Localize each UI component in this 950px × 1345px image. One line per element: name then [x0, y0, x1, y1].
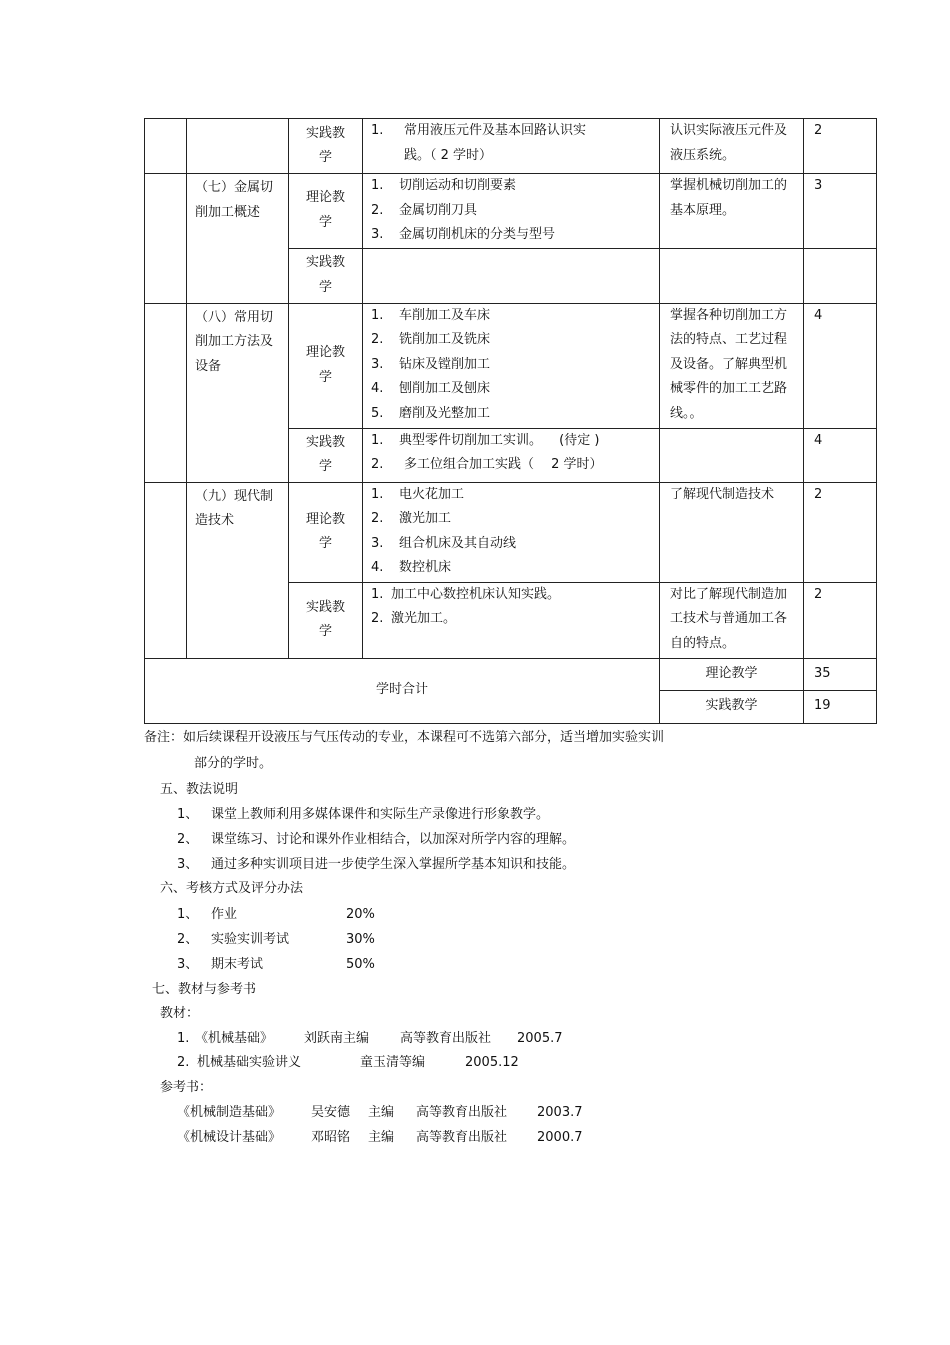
remark-continued: 部分的学时。	[194, 756, 273, 771]
hours-cell: 2	[804, 482, 877, 582]
score-percent: 30%	[346, 932, 375, 947]
remark: 备注：如后续课程开设液压与气压传动的专业，本课程可不选第六部分，适当增加实验实训	[144, 730, 665, 745]
book-year: 2005.7	[517, 1031, 563, 1046]
content-cell	[363, 482, 660, 582]
book-author: 童玉清等编	[360, 1055, 426, 1070]
section-heading: 六、考核方式及评分办法	[160, 881, 304, 896]
list-item-number: 1、	[177, 907, 199, 922]
index-cell	[145, 119, 187, 174]
section-title: （九）现代制造技术	[187, 482, 289, 658]
section-title: （七）金属切削加工概述	[187, 174, 289, 304]
hours-cell: 3	[804, 174, 877, 249]
list-item: 1. 电火花加工	[371, 486, 465, 502]
list-item-number: 1.	[177, 1031, 190, 1046]
hours-cell: 4	[804, 428, 877, 482]
section-heading: 七、教材与参考书	[152, 982, 257, 997]
book-title: 机械基础实验讲义	[197, 1055, 302, 1070]
objective-cell: 了解现代制造技术	[660, 482, 804, 582]
index-cell	[145, 174, 187, 304]
book-author: 吴安德	[311, 1105, 351, 1120]
list-item-number: 2、	[177, 932, 199, 947]
type-cell: 理论教学	[289, 303, 363, 428]
book-role: 主编	[368, 1130, 395, 1145]
list-item: 3. 钻床及镗削加工	[371, 356, 491, 372]
list-item: 2. 铣削加工及铣床	[371, 332, 491, 347]
total-practice-label: 实践教学	[660, 690, 804, 723]
list-item: 3. 组合机床及其自动线	[371, 535, 517, 551]
list-item: 作业	[211, 907, 238, 922]
objective-cell: 对比了解现代制造加工技术与普通加工各自的特点。	[660, 582, 804, 658]
type-cell: 理论教学	[289, 174, 363, 249]
list-item: 课堂上教师利用多媒体课件和实际生产录像进行形象教学。	[211, 807, 550, 822]
index-cell	[145, 482, 187, 658]
content-cell	[363, 174, 660, 249]
book-author: 邓昭铭	[311, 1130, 351, 1145]
table-row	[145, 119, 877, 174]
content-cell	[363, 582, 660, 658]
list-item: 1. 典型零件切削加工实训。 (待定 )	[371, 432, 600, 448]
index-cell	[145, 303, 187, 482]
book-role: 主编	[368, 1105, 395, 1120]
book-publisher: 高等教育出版社	[416, 1130, 508, 1145]
book-title: 《机械设计基础》	[177, 1130, 282, 1145]
list-item-number: 3、	[177, 857, 199, 872]
total-row	[145, 658, 877, 690]
book-year: 2000.7	[537, 1130, 583, 1145]
list-item: 2. 激光加工。	[371, 611, 457, 626]
list-item: 4. 刨削加工及刨床	[371, 381, 491, 396]
list-item: 1. 切削运动和切削要素	[371, 178, 517, 193]
total-theory-hours: 35	[804, 658, 877, 690]
list-item-number: 1、	[177, 807, 199, 822]
content-cell	[363, 248, 660, 303]
textbook-label: 教材：	[160, 1006, 200, 1021]
book-title: 《机械基础》	[195, 1031, 274, 1046]
score-percent: 50%	[346, 957, 375, 972]
list-item: 课堂练习、讨论和课外作业相结合，以加深对所学内容的理解。	[211, 832, 576, 847]
total-theory-label: 理论教学	[660, 658, 804, 690]
hours-cell: 2	[804, 119, 877, 174]
table-row	[145, 303, 877, 428]
list-item: 通过多种实训项目进一步使学生深入掌握所学基本知识和技能。	[211, 857, 576, 872]
list-item: 4. 数控机床	[371, 560, 452, 575]
section-title: （八）常用切削加工方法及设备	[187, 303, 289, 482]
hours-cell: 2	[804, 582, 877, 658]
list-item: 2. 金属切削刀具	[371, 202, 478, 218]
book-publisher: 高等教育出版社	[400, 1031, 492, 1046]
list-item-number: 3、	[177, 957, 199, 972]
list-item: 1. 加工中心数控机床认知实践。	[371, 586, 561, 602]
objective-cell	[660, 248, 804, 303]
book-year: 2003.7	[537, 1105, 583, 1120]
content-cell	[363, 303, 660, 428]
content-cell	[363, 428, 660, 482]
reference-label: 参考书：	[160, 1080, 213, 1095]
list-item-number: 2、	[177, 832, 199, 847]
hours-cell: 4	[804, 303, 877, 428]
list-item: 实验实训考试	[211, 932, 290, 947]
objective-cell: 掌握机械切削加工的基本原理。	[660, 174, 804, 249]
book-publisher: 高等教育出版社	[416, 1105, 508, 1120]
syllabus-table	[144, 118, 877, 724]
list-item: 2. 激光加工	[371, 511, 452, 526]
list-item: 2. 多工位组合加工实践（ 2 学时）	[371, 457, 603, 472]
objective-cell: 认识实际液压元件及液压系统。	[660, 119, 804, 174]
type-cell: 理论教学	[289, 482, 363, 582]
book-year: 2005.12	[465, 1055, 519, 1070]
type-cell: 实践教学	[289, 248, 363, 303]
score-percent: 20%	[346, 907, 375, 922]
book-author: 刘跃南主编	[304, 1031, 370, 1046]
type-cell: 实践教学	[289, 119, 363, 174]
content-cell: 1. 常用液压元件及基本回路认识实 践。（ 2 学时）	[363, 119, 660, 174]
book-title: 《机械制造基础》	[177, 1105, 282, 1120]
type-cell: 实践教学	[289, 582, 363, 658]
hours-cell	[804, 248, 877, 303]
section-cell	[187, 119, 289, 174]
section-heading: 五、教法说明	[160, 782, 239, 797]
list-item: 期末考试	[211, 957, 264, 972]
list-item-number: 2.	[177, 1055, 190, 1070]
total-label: 学时合计	[145, 658, 660, 723]
table-row	[145, 482, 877, 582]
objective-cell	[660, 428, 804, 482]
table-row	[145, 174, 877, 249]
list-item: 3. 金属切削机床的分类与型号	[371, 227, 556, 242]
total-practice-hours: 19	[804, 690, 877, 723]
objective-cell: 掌握各种切削加工方法的特点、工艺过程及设备。了解典型机械零件的加工工艺路线。。	[660, 303, 804, 428]
type-cell: 实践教学	[289, 428, 363, 482]
list-item: 5. 磨削及光整加工	[371, 405, 491, 421]
list-item: 1. 车削加工及车床	[371, 307, 491, 323]
